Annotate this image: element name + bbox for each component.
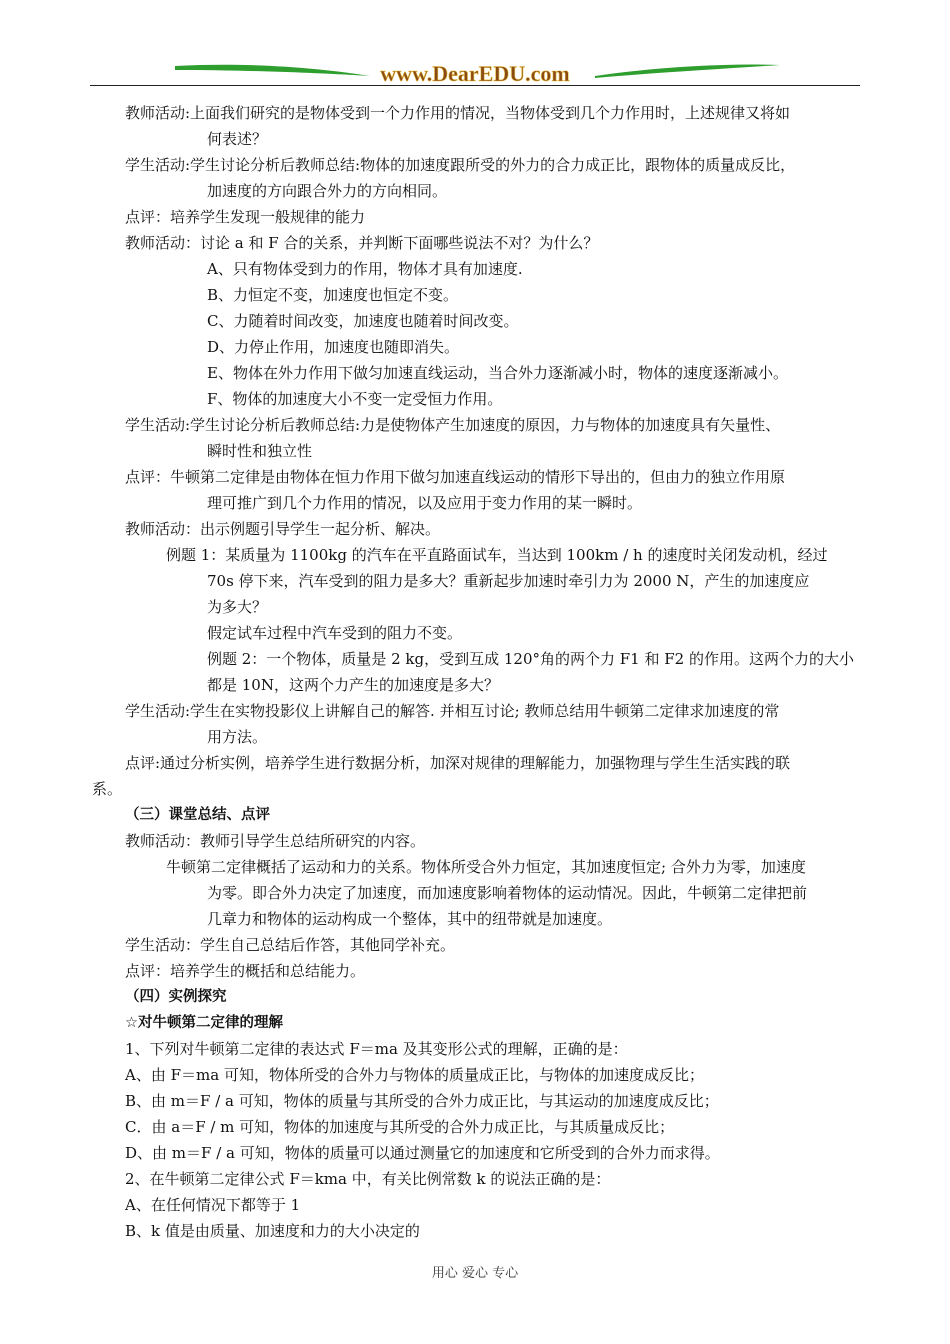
- text-line: 学生活动:学生讨论分析后教师总结:力是使物体产生加速度的原因，力与物体的加速度具有矢量性、: [125, 416, 781, 434]
- text-line: B、力恒定不变，加速度也恒定不变。: [207, 286, 459, 304]
- text-line: C、力随着时间改变，加速度也随着时间改变。: [207, 312, 519, 330]
- text-line: 点评：牛顿第二定律是由物体在恒力作用下做匀加速直线运动的情形下导出的，但由力的独立作用原: [125, 468, 786, 486]
- text-line: 学生活动：学生自己总结后作答，其他同学补充。: [125, 936, 456, 954]
- text-line: E、物体在外力作用下做匀加速直线运动，当合外力逐渐减小时，物体的速度逐渐减小。: [207, 364, 788, 382]
- text-line: 教师活动：讨论 a 和 F 合的关系，并判断下面哪些说法不对？为什么？: [125, 234, 599, 252]
- site-url-text: www.DearEDU.com: [380, 61, 570, 86]
- header-divider: [90, 85, 860, 86]
- text-line: 2、在牛顿第二定律公式 F＝kma 中，有关比例常数 k 的说法正确的是：: [125, 1170, 611, 1188]
- text-line: （三）课堂总结、点评: [125, 807, 270, 823]
- text-line: 瞬时性和独立性: [207, 442, 313, 460]
- text-line: F、物体的加速度大小不变一定受恒力作用。: [207, 390, 503, 408]
- text-line: 用方法。: [207, 728, 268, 746]
- text-line: A、在任何情况下都等于 1: [125, 1196, 301, 1214]
- text-line: 何表述？: [207, 130, 268, 148]
- text-line: 1、下列对牛顿第二定律的表达式 F＝ma 及其变形公式的理解，正确的是：: [125, 1040, 628, 1058]
- text-line: （四）实例探究: [125, 989, 227, 1005]
- text-line: 学生活动:学生在实物投影仪上讲解自己的解答. 并相互讨论; 教师总结用牛顿第二定律求加速度的常: [125, 702, 780, 720]
- text-line: D、力停止作用，加速度也随即消失。: [207, 338, 460, 356]
- text-line: 例题 2：一个物体，质量是 2 kg，受到互成 120°角的两个力 F1 和 F2 的作用。这两个力的大小: [207, 650, 854, 668]
- text-line: 点评：培养学生的概括和总结能力。: [125, 962, 366, 980]
- text-line: D、由 m＝F / a 可知，物体的质量可以通过测量它的加速度和它所受到的合外力而求得。: [125, 1144, 720, 1162]
- page-footer: 用心 爱心 专心: [431, 1266, 519, 1281]
- text-line: B、k 值是由质量、加速度和力的大小决定的: [125, 1222, 420, 1240]
- text-line: 都是 10N，这两个力产生的加速度是多大？: [207, 676, 499, 694]
- text-line: B、由 m＝F / a 可知，物体的质量与其所受的合外力成正比，与其运动的加速度成反比；: [125, 1092, 719, 1110]
- text-line: 教师活动：教师引导学生总结所研究的内容。: [125, 832, 426, 850]
- left-green-swoosh: [175, 65, 370, 76]
- document-body: [0, 100, 950, 1244]
- text-line: 理可推广到几个力作用的情况，以及应用于变力作用的某一瞬时。: [207, 494, 643, 512]
- text-line: 点评:通过分析实例，培养学生进行数据分析，加深对规律的理解能力，加强物理与学生生活实践的联: [125, 754, 791, 772]
- text-line: ☆对牛顿第二定律的理解: [125, 1015, 283, 1031]
- text-line: 系。: [92, 780, 123, 798]
- text-line: 几章力和物体的运动构成一个整体，其中的纽带就是加速度。: [207, 910, 613, 928]
- text-line: 教师活动：出示例题引导学生一起分析、解决。: [125, 520, 441, 538]
- text-line: 假定试车过程中汽车受到的阻力不变。: [207, 624, 463, 642]
- text-line: 为多大？: [207, 598, 268, 616]
- text-line: 加速度的方向跟合外力的方向相同。: [207, 182, 448, 200]
- text-line: 学生活动:学生讨论分析后教师总结:物体的加速度跟所受的外力的合力成正比，跟物体的质量成反比，: [125, 156, 796, 174]
- text-line: A、只有物体受到力的作用，物体才具有加速度.: [207, 260, 523, 278]
- text-line: 牛顿第二定律概括了运动和力的关系。物体所受合外力恒定，其加速度恒定; 合外力为零，加速度: [166, 858, 806, 876]
- text-line: A、由 F＝ma 可知，物体所受的合外力与物体的质量成正比，与物体的加速度成反比；: [125, 1066, 704, 1084]
- text-line: C．由 a＝F / m 可知，物体的加速度与其所受的合外力成正比，与其质量成反比；: [125, 1118, 675, 1136]
- right-green-swoosh: [595, 65, 780, 78]
- text-line: 70s 停下来，汽车受到的阻力是多大？重新起步加速时牵引力为 2000 N，产生的加速度应: [207, 572, 810, 590]
- text-line: 为零。即合外力决定了加速度，而加速度影响着物体的运动情况。因此，牛顿第二定律把前: [207, 884, 808, 902]
- text-line: 点评：培养学生发现一般规律的能力: [125, 208, 366, 226]
- text-line: 例题 1：某质量为 1100kg 的汽车在平直路面试车，当达到 100km / h 的速度时关闭发动机，经过: [166, 546, 828, 564]
- text-line: 教师活动:上面我们研究的是物体受到一个力作用的情况，当物体受到几个力作用时，上述规律又将如: [125, 104, 791, 122]
